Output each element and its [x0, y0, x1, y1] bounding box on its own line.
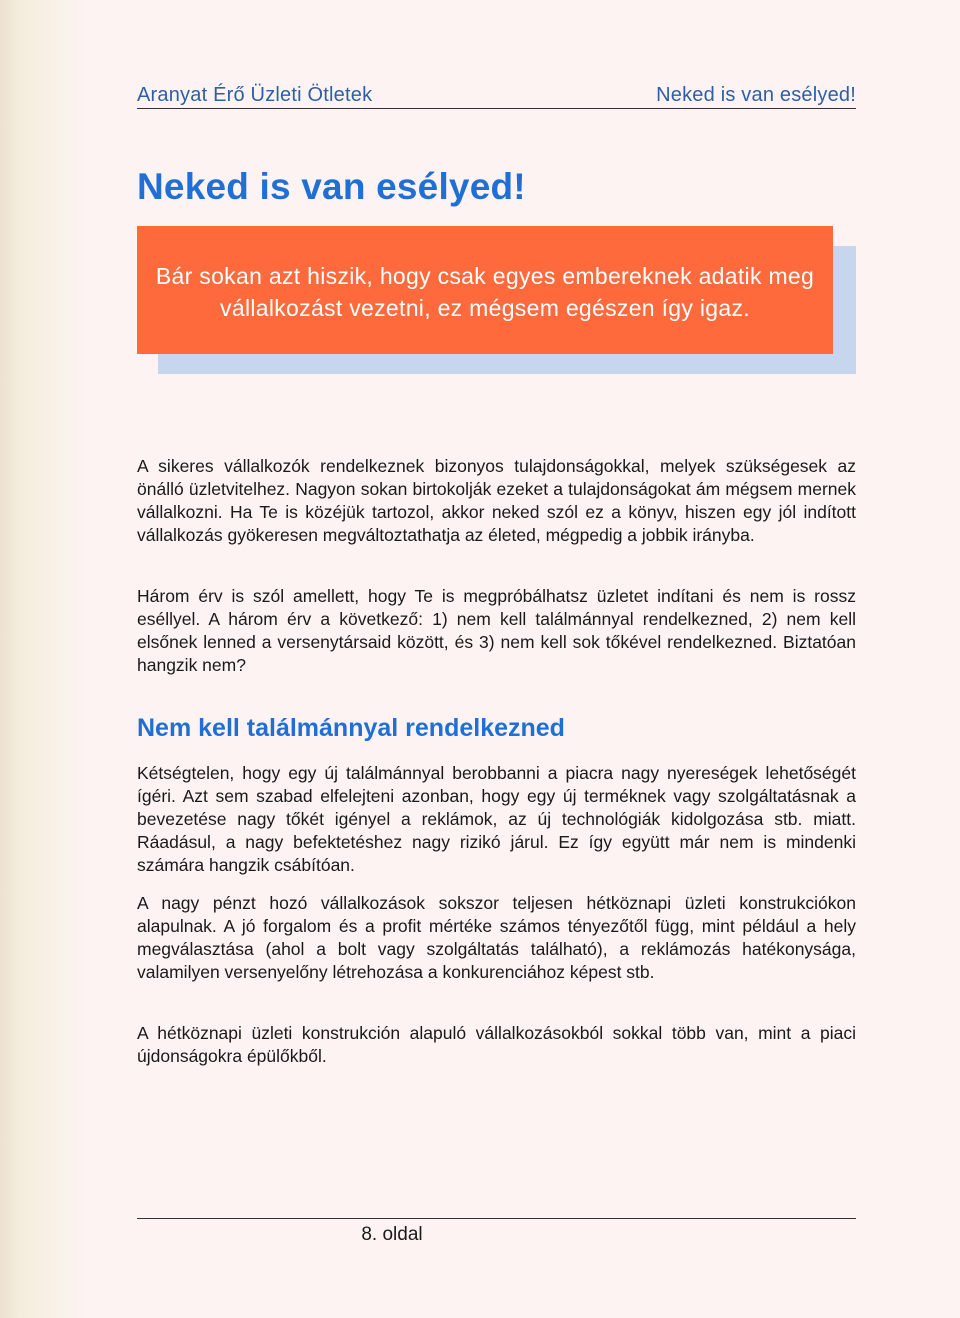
callout-box [137, 226, 833, 354]
book-spine-shading [0, 0, 86, 1318]
section-heading: Nem kell találmánnyal rendelkezned [137, 714, 565, 742]
chapter-title: Neked is van esélyed! [137, 166, 526, 207]
footer-divider [137, 1218, 856, 1219]
document-page [137, 0, 856, 1318]
callout-line-2: vállalkozást vezetni, ez mégsem egészen így igaz. [220, 295, 750, 321]
header-chapter-title: Neked is van esélyed! [656, 84, 856, 106]
section-paragraph-3: A hétköznapi üzleti konstrukción alapuló vállalkozásokból sokkal több van, mint a piaci újdonságokra épülőkből. [137, 1023, 856, 1066]
intro-paragraph-1: A sikeres vállalkozók rendelkeznek bizonyos tulajdonságokkal, melyek szükségesek az önálló üzletvitelhez. Nagyon sokan birtokolják ezeket a tulajdonságokat ám mégsem mernek vállalkozni. Ha Te is közéjük tartozol, akkor neked szól ez a könyv, hiszen egy jól indított vállalkozás gyökeresen megváltoztathatja az életed, mégpedig a jobbik irányba. [137, 456, 856, 545]
section-paragraph-1: Kétségtelen, hogy egy új találmánnyal berobbanni a piacra nagy nyereségek lehetőségét ígéri. Azt sem szabad elfelejteni azonban, hogy egy új terméknek vagy szolgáltatásnak a bevezetése nagy tőkét igényel a reklámok, az új technológiák kidolgozása stb. miatt. Ráadásul, a nagy befektetéshez nagy rizikó járul. Ez így együtt már nem is mindenki számára hangzik csábítóan. [137, 763, 856, 875]
running-header [137, 84, 856, 109]
page-number: 8. oldal [361, 1224, 423, 1245]
intro-paragraph-2: Három érv is szól amellett, hogy Te is megpróbálhatsz üzletet indítani és nem is rossz eséllyel. A három érv a következő: 1) nem kell találmánnyal rendelkezned, 2) nem kell elsőnek lenned a versenytársaid között, és 3) nem kell sok tőkével rendelkezned. Biztatóan hangzik nem? [137, 586, 856, 675]
callout-line-1: Bár sokan azt hiszik, hogy csak egyes embereknek adatik meg [155, 263, 815, 289]
header-book-title: Aranyat Érő Üzleti Ötletek [137, 84, 373, 106]
section-paragraph-2: A nagy pénzt hozó vállalkozások sokszor teljesen hétköznapi üzleti konstrukciókon alapulnak. A jó forgalom és a profit mértéke számos tényezőtől függ, mint például a hely megválasztása (ahol a bolt vagy szolgáltatás található), a reklámozás hatékonysága, valamilyen versenyelőny létrehozása a konkurenciához képest stb. [137, 893, 856, 982]
